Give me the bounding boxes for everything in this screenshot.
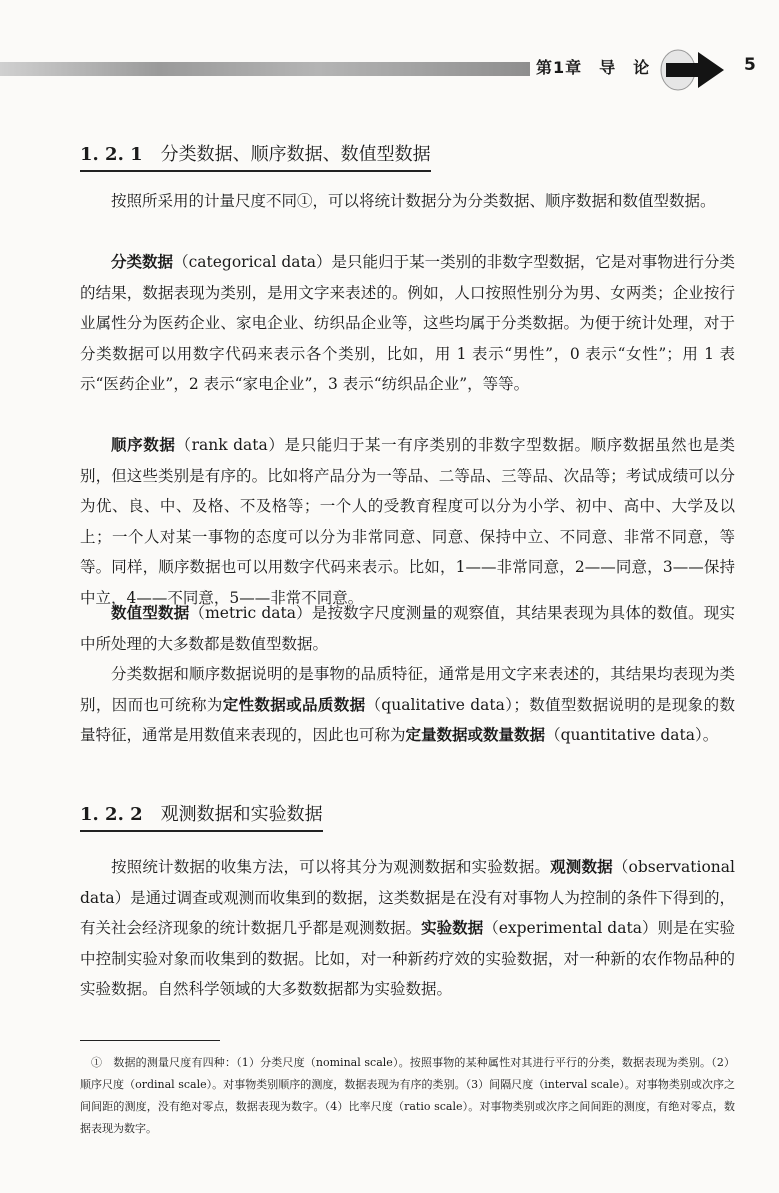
- term-rank: 顺序数据: [111, 436, 176, 454]
- intro-paragraph: 按照所采用的计量尺度不同①，可以将统计数据分为分类数据、顺序数据和数值型数据。: [111, 192, 716, 210]
- collection-text-c: （experimental data）则是在实验中控制实验对象而收集到的数据。比如，对一种新药疗效的实验数据，对一种新的农作物品种的实验数据。自然科学领域的大多数数据都为实验数据。: [80, 919, 735, 998]
- summary-or-2: 或: [467, 726, 484, 744]
- metric-definition: （metric data）是按数字尺度测量的观察值，其结果表现为具体的数值。现实中所处理的大多数都是数值型数据。: [80, 604, 735, 653]
- term-quantitative-2: 数量数据: [483, 726, 546, 744]
- summary-or-1: 或: [286, 695, 303, 714]
- footnote: ① 数据的测量尺度有四种：（1）分类尺度（nominal scale）。按照事物的某种属性对其进行平行的分类，数据表现为类别。（2）顺序尺度（ordinal scale）。对事物类别顺序的测度，数据表现为有序的类别。（3）间隔尺度（interval scale）。对事物类别或次序之间间距的测度，没有绝对零点，数据表现为数字。（4）比率尺度（ratio scale）。对事物类别或次序之间间距的测度，有绝对零点，数据表现为数字。: [80, 1056, 735, 1135]
- page-number: 5: [744, 55, 756, 75]
- rank-data-paragraph: [80, 430, 735, 613]
- term-qualitative-2: 品质数据: [302, 695, 366, 714]
- term-quantitative-1: 定量数据: [405, 726, 468, 744]
- summary-text-a: 分类数据和顺序数据说明的是事物的品质特征，通常是用文字来表述的，其结果均表现为类别，因而也可统称为: [80, 665, 735, 714]
- running-header: [0, 44, 779, 96]
- categorical-data-paragraph: [80, 247, 735, 400]
- collection-text-b: （observational data）是通过调查或观测而收集到的数据，这类数据是在没有对事物人为控制的条件下得到的，有关社会经济现象的统计数据几乎都是观测数据。: [80, 858, 735, 937]
- summary-text-c: （quantitative data）。: [545, 726, 719, 744]
- arrow-right-icon: [660, 48, 728, 92]
- rank-definition: （rank data）是只能归于某一有序类别的非数字型数据。顺序数据虽然也是类别，但这些类别是有序的。比如将产品分为一等品、二等品、三等品、次品等；考试成绩可以分为优、良、中、及格、不及格等；一个人的受教育程度可以分为小学、初中、高中、大学及以上；一个人对某一事物的态度可以分为非常同意、同意、保持中立、不同意、非常不同意，等等。同样，顺序数据也可以用数字代码来表示。比如，1——非常同意，2——同意，3——保持中立，4——不同意，5——非常不同意。: [80, 436, 735, 607]
- metric-data-paragraph: [80, 598, 735, 659]
- footnote-divider: [80, 1040, 220, 1041]
- term-metric: 数值型数据: [111, 604, 190, 622]
- section-number: 1. 2. 2: [80, 804, 143, 825]
- summary-paragraph: [80, 659, 735, 751]
- section-heading-1-2-1: [80, 140, 431, 172]
- collection-method-paragraph: [80, 852, 735, 1005]
- section-number: 1. 2. 1: [80, 144, 143, 165]
- header-decorative-bar: [0, 62, 530, 76]
- term-experimental: 实验数据: [421, 919, 484, 937]
- collection-text-a: 按照统计数据的收集方法，可以将其分为观测数据和实验数据。: [111, 858, 551, 876]
- term-categorical: 分类数据: [111, 253, 174, 271]
- summary-text-b: （qualitative data）；数值型数据说明的是现象的数量特征，通常是用数值来表现的，因此也可称为: [80, 695, 735, 744]
- categorical-definition: （categorical data）是只能归于某一类别的非数字型数据，它是对事物进行分类的结果，数据表现为类别，是用文字来表述的。例如，人口按照性别分为男、女两类；企业按行业属性分为医药企业、家电企业、纺织品企业等，这些均属于分类数据。为便于统计处理，对于分类数据可以用数字代码来表示各个类别，比如，用 1 表示“男性”，0 表示“女性”；用 1 表示“医药企业”，2 表示“家电企业”，3 表示“纺织品企业”，等等。: [80, 253, 735, 393]
- term-observational: 观测数据: [550, 858, 613, 876]
- section-title-text: 观测数据和实验数据: [160, 804, 323, 825]
- chapter-title: 第1章 导 论: [536, 58, 651, 77]
- section-heading-1-2-2: [80, 800, 323, 832]
- term-qualitative-1: 定性数据: [222, 695, 287, 714]
- section-title-text: 分类数据、顺序数据、数值型数据: [160, 144, 431, 165]
